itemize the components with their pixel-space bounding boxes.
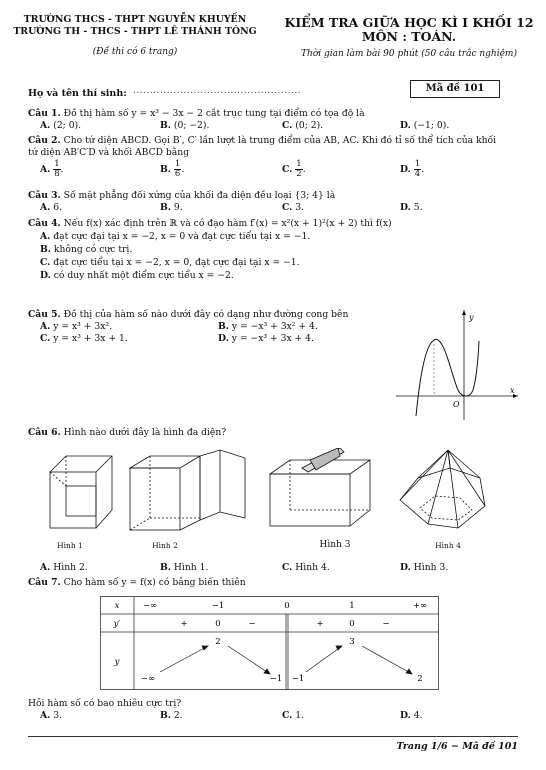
y-value: −∞ [140,674,156,684]
pages-note: (Đề thi có 6 trang) [92,47,178,57]
option-d[interactable]: D. Hình 3. [400,562,449,573]
option-d[interactable]: D. $\frac{1}{4}$ . [400,159,425,179]
figure-4-caption: Hình 4 [435,541,461,550]
origin-label: O [453,400,460,409]
question-5: Câu 5. Đồ thị của hàm số nào dưới đây có dạng như đường cong bên [28,309,349,320]
option-c[interactable]: C. đạt cực tiểu tại x = −2, x = 0, đạt cực đại tại x = −1. [40,257,300,268]
question-3: Câu 3. Số mặt phẳng đối xứng của khối đa diện đều loại {3; 4} là [28,190,336,201]
y-value: 3 [349,637,355,647]
option-d[interactable]: D. 4. [400,710,423,721]
x-value: +∞ [412,601,428,611]
option-b[interactable]: B. (0; −2). [160,120,210,131]
option-c[interactable]: C. Hình 4. [282,562,330,573]
question-text-cont: tứ diện AB′C′D và khối ABCD bằng [28,146,190,158]
sign: − [382,619,390,629]
x-value: 1 [349,601,355,611]
y-value: −1 [269,674,283,684]
option-d[interactable]: D. (−1; 0). [400,120,450,131]
school-line-2: TRƯỜNG TH - THCS - THPT LÊ THÁNH TÔNG [13,26,257,37]
school-header [0,14,270,58]
cubic-curve [416,339,479,416]
exam-subject: MÔN : TOÁN. [361,29,457,44]
figure-3 [270,448,370,526]
row-x-label: x [114,601,120,611]
y-value: −1 [291,674,305,684]
y-value: 2 [417,674,423,684]
option-d[interactable]: D. 5. [400,202,423,213]
option-c[interactable]: C. (0; 2). [282,120,324,131]
option-c[interactable]: C. 1. [282,710,305,721]
question-text: Cho tứ diện ABCD. Gọi B′, C′ lần lượt là trung điểm của AB, AC. Khi đó tỉ số thể tích của khối [63,135,497,146]
option-c[interactable]: C. y = x³ + 3x + 1. [40,333,128,344]
option-a[interactable]: A. y = x³ + 3x². [40,321,113,332]
row-yprime-label: y′ [113,619,121,629]
page-footer: Trang 1/6 − Mã đề 101 [396,741,518,752]
question-text: Nếu f(x) xác định trên ℝ và có đạo hàm f′(x) = x²(x + 1)²(x + 2) thì f(x) [63,218,392,229]
question-7-prompt: Hỏi hàm số có bao nhiêu cực trị? [28,698,182,709]
option-b[interactable]: B. 2. [160,710,183,721]
option-a[interactable]: A. Hình 2. [40,562,88,573]
row-y-label: y [114,657,120,667]
question-2: Câu 2. Cho tứ diện ABCD. Gọi B′, C′ lần lượt là trung điểm của AB, AC. Khi đó tỉ số thể tích của khối tứ diện AB′C′D và khối ABCD bằng [28,135,497,158]
option-a[interactable]: A. 3. [40,710,63,721]
sign: + [180,619,188,629]
figure-1 [50,456,112,528]
question-label: Câu 1. [28,108,61,119]
y-value: 2 [215,637,221,647]
option-c[interactable]: C. $\frac{1}{2}$ . [282,159,306,179]
student-name-field[interactable]: .................................................. [133,86,302,96]
option-b[interactable]: B. không có cực trị. [40,244,133,255]
figure-3-caption: Hình 3 [319,540,351,550]
figure-2-caption: Hình 2 [152,541,178,550]
sign: + [316,619,324,629]
option-b[interactable]: B. y = −x³ + 3x² + 4. [218,321,318,332]
option-a[interactable]: A. 6. [40,202,63,213]
question-text: Đồ thị của hàm số nào dưới đây có dạng như đường cong bên [63,309,349,320]
question-4: Câu 4. Nếu f(x) xác định trên ℝ và có đạo hàm f′(x) = x²(x + 1)²(x + 2) thì f(x) [28,218,392,229]
time-note: Thời gian làm bài 90 phút (50 câu trắc nghiệm) [301,49,517,59]
variation-table [100,596,440,691]
option-a[interactable]: A. đạt cực đại tại x = −2, x = 0 và đạt cực tiểu tại x = −1. [40,231,311,242]
exam-title: KIỂM TRA GIỮA HỌC KÌ I KHỐI 12 [284,15,534,30]
y-axis-label: y [469,313,474,322]
student-name-label: Họ và tên thí sinh: [28,88,127,99]
sign: − [248,619,256,629]
option-b[interactable]: B. Hình 1. [160,562,209,573]
question-text: Đồ thị hàm số y = x³ − 3x − 2 cắt trục tung tại điểm có tọa độ là [63,108,365,119]
x-value: −1 [211,601,225,611]
exam-header [282,16,536,59]
cubic-graph-figure [396,306,521,421]
option-a[interactable]: A. (2; 0). [40,120,82,131]
exam-code-box: Mã đề 101 [410,80,500,98]
y-axis-arrow [462,310,466,315]
option-b[interactable]: B. 9. [160,202,183,213]
option-d[interactable]: D. có duy nhất một điểm cực tiểu x = −2. [40,270,234,281]
question-text: Cho hàm số y = f(x) có bảng biến thiên [63,577,246,588]
x-value: −∞ [142,601,158,611]
x-axis-label: x [510,386,515,395]
question-text: Hình nào dưới đây là hình đa diện? [63,427,227,438]
question-6: Câu 6. Hình nào dưới đây là hình đa diện? [28,427,227,438]
footer-divider [28,736,518,737]
figure-1-caption: Hình 1 [57,541,83,550]
question-1 [28,108,523,120]
option-d[interactable]: D. y = −x³ + 3x + 4. [218,333,314,344]
figure-2 [130,450,245,530]
sign: 0 [215,619,221,629]
school-line-1: TRƯỜNG THCS - THPT NGUYỄN KHUYẾN [23,14,247,25]
figure-4 [400,450,485,528]
polyhedra-figures [40,448,520,548]
question-text: Số mặt phẳng đối xứng của khối đa diện đều loại {3; 4} là [63,190,336,201]
question-7: Câu 7. Cho hàm số y = f(x) có bảng biến thiên [28,577,246,588]
sign: 0 [349,619,355,629]
option-c[interactable]: C. 3. [282,202,305,213]
option-b[interactable]: B. $\frac{1}{6}$ . [160,159,185,179]
x-value: 0 [284,601,290,611]
option-a[interactable]: A. $\frac{1}{8}$ . [40,159,64,179]
